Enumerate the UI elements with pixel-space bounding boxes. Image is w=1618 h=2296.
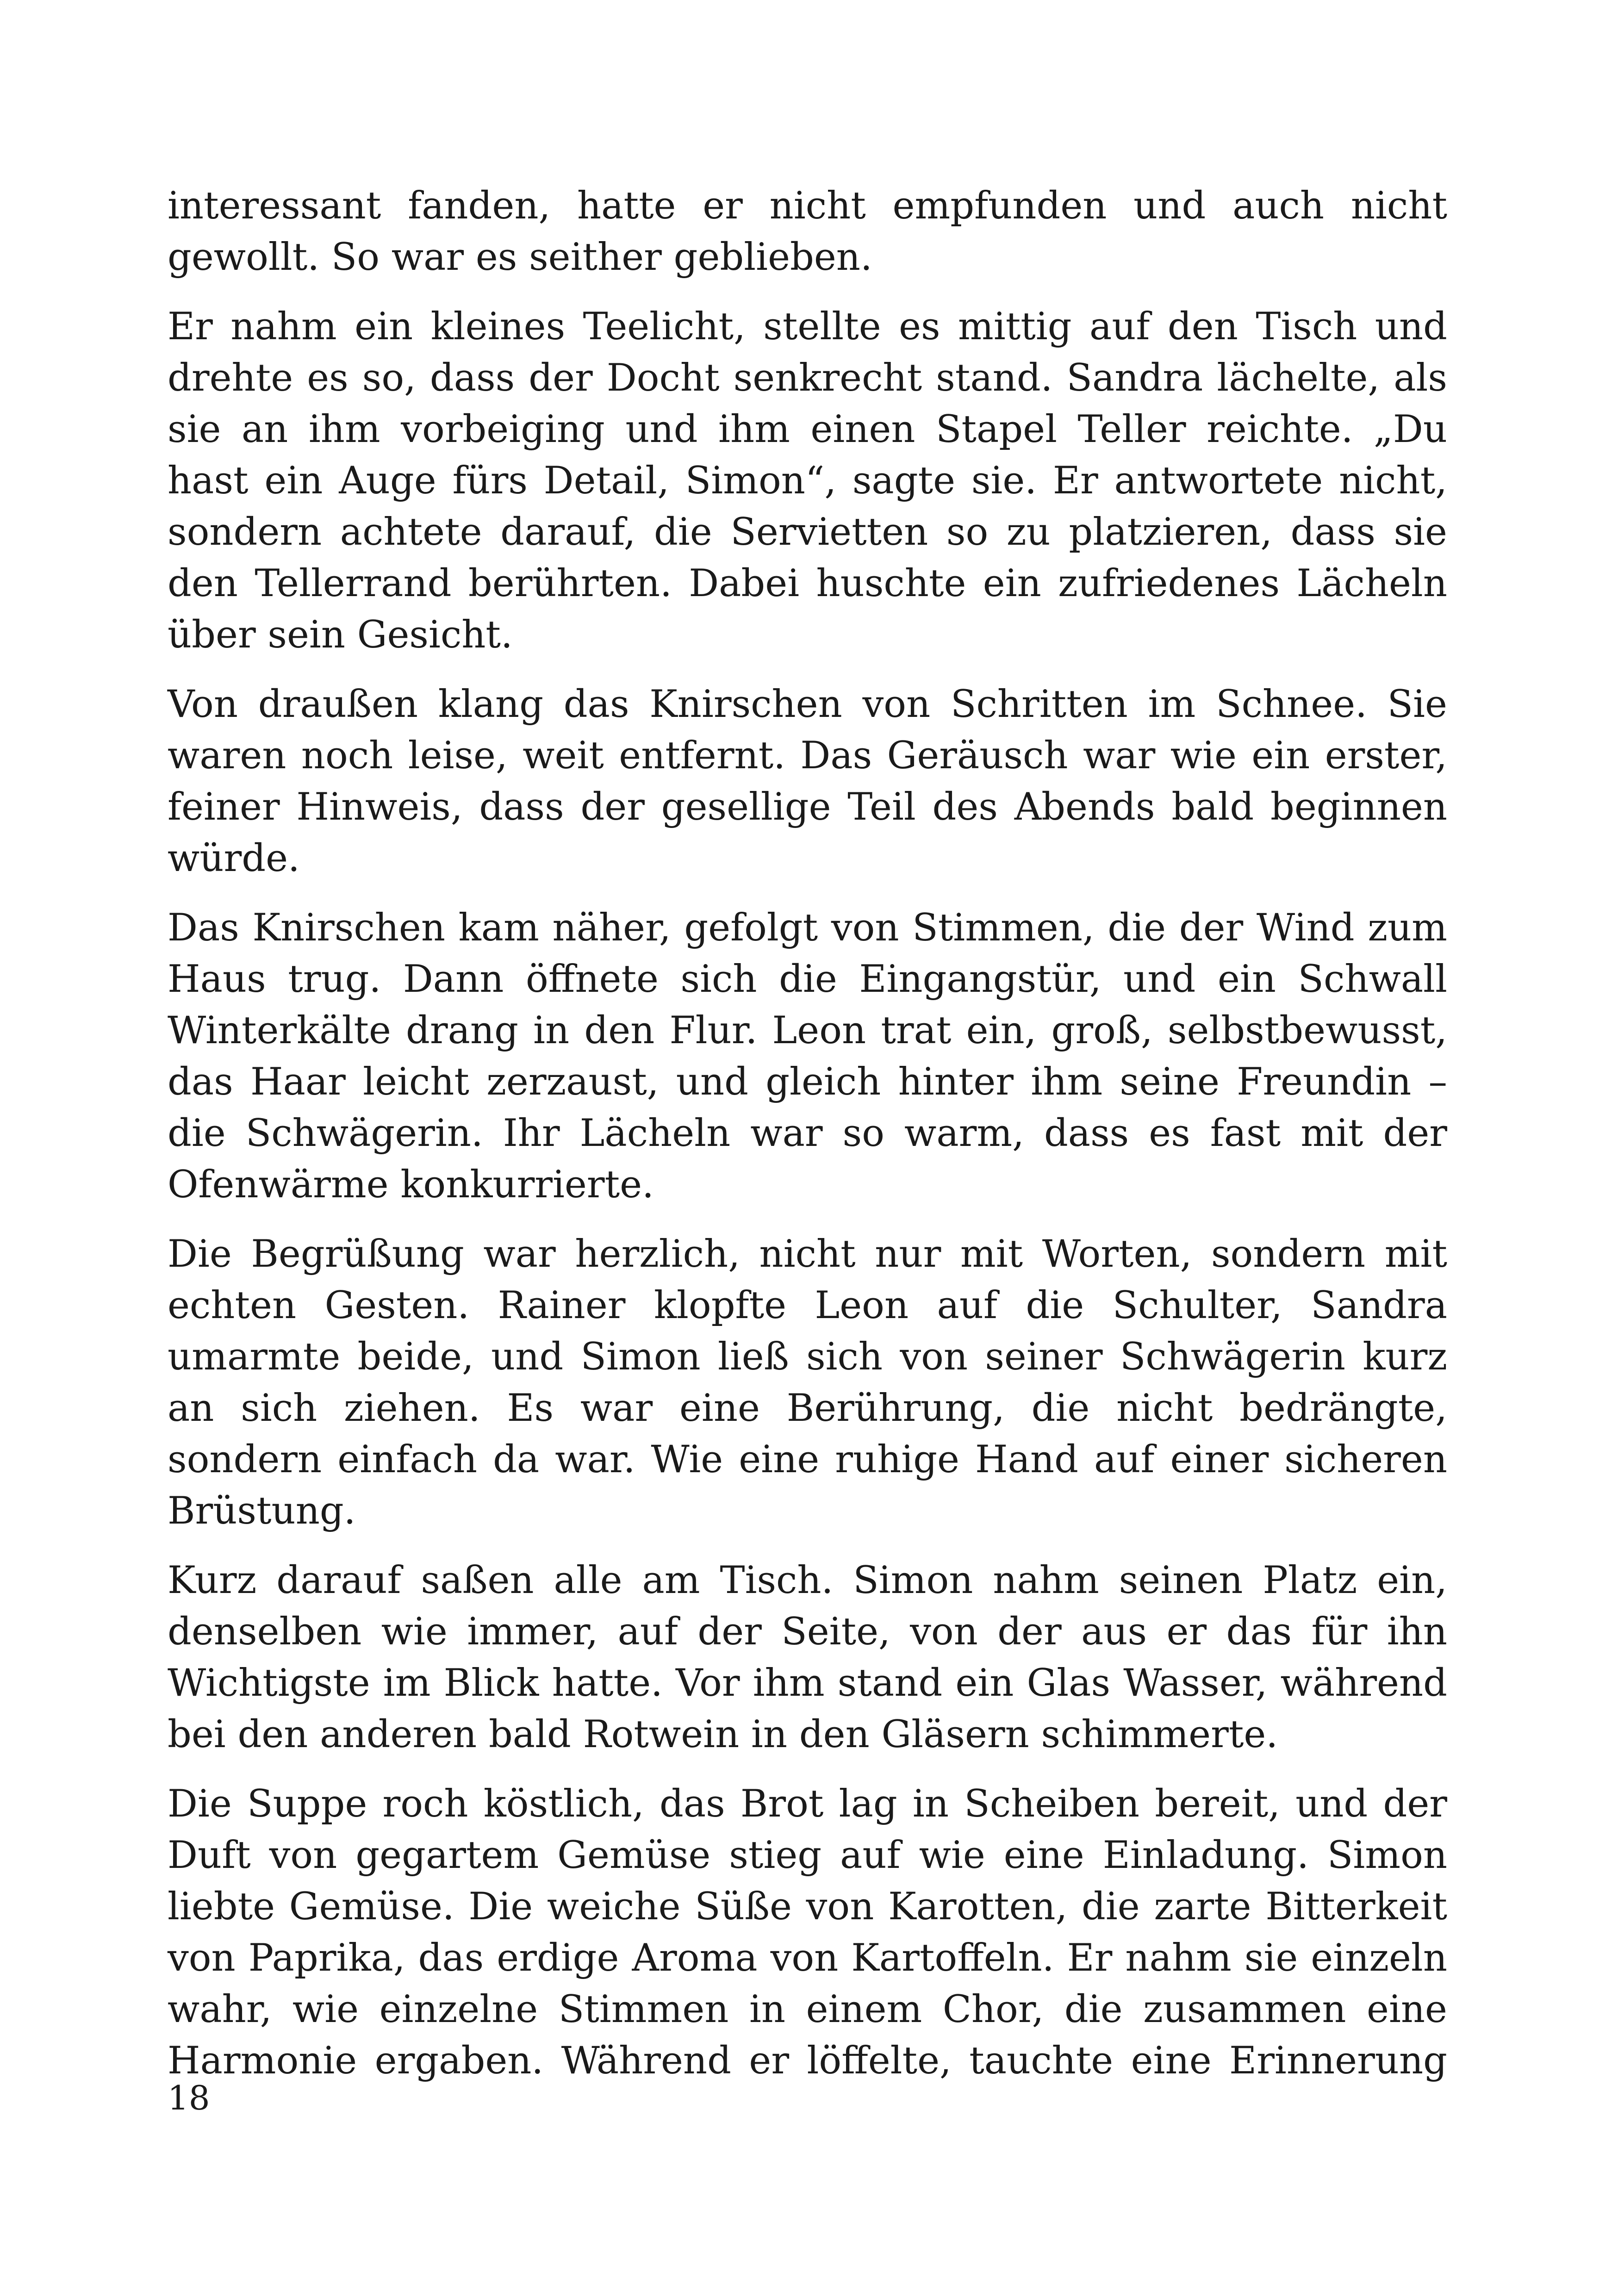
- paragraph: Die Begrüßung war herzlich, nicht nur mit Worten, sondern mit echten Gesten. Rainer klopfte Leon auf die Schulter, Sandra umarmte beide, und Simon ließ sich von seiner Schwägerin kurz an sich ziehen. Es war eine Berührung, die nicht bedrängte, sondern einfach da war. Wie eine ruhige Hand auf einer sicheren Brüstung.: [168, 1232, 1447, 1533]
- paragraph: Das Knirschen kam näher, gefolgt von Stimmen, die der Wind zum Haus trug. Dann öffnete sich die Eingangstür, und ein Schwall Winterkälte drang in den Flur. Leon trat ein, groß, selbstbewusst, das Haar leicht zerzaust, und gleich hinter ihm seine Freundin – die Schwägerin. Ihr Lächeln war so warm, dass es fast mit der Ofenwärme konkurrierte.: [168, 906, 1447, 1207]
- paragraph: Kurz darauf saßen alle am Tisch. Simon nahm seinen Platz ein, denselben wie immer, auf der Seite, von der aus er das für ihn Wichtigste im Blick hatte. Vor ihm stand ein Glas Wasser, während bei den anderen bald Rotwein in den Gläsern schimmerte.: [168, 1559, 1447, 1756]
- body-text: [168, 180, 1447, 2087]
- paragraph: interessant fanden, hatte er nicht empfunden und auch nicht gewollt. So war es seither geblieben.: [168, 184, 1447, 279]
- paragraph: Die Suppe roch köstlich, das Brot lag in Scheiben bereit, und der Duft von gegartem Gemüse stieg auf wie eine Einladung. Simon liebte Gemüse. Die weiche Süße von Karotten, die zarte Bitterkeit von Paprika, das erdige Aroma von Kartoffeln. Er nahm sie einzeln wahr, wie einzelne Stimmen in einem Chor, die zusammen eine Harmonie ergaben. Während er löffelte, tauchte eine Erinnerung: [168, 1782, 1447, 2083]
- paragraph: Von draußen klang das Knirschen von Schritten im Schnee. Sie waren noch leise, weit entfernt. Das Geräusch war wie ein erster, feiner Hinweis, dass der gesellige Teil des Abends bald beginnen würde.: [168, 683, 1447, 880]
- page-number: 18: [168, 2078, 210, 2117]
- paragraph: Er nahm ein kleines Teelicht, stellte es mittig auf den Tisch und drehte es so, dass der Docht senkrecht stand. Sandra lächelte, als sie an ihm vorbeiging und ihm einen Stapel Teller reichte. „Du hast ein Auge fürs Detail, Simon“, sagte sie. Er antwortete nicht, sondern achtete darauf, die Servietten so zu platzieren, dass sie den Tellerrand berührten. Dabei huschte ein zufriedenes Lächeln über sein Gesicht.: [168, 305, 1447, 657]
